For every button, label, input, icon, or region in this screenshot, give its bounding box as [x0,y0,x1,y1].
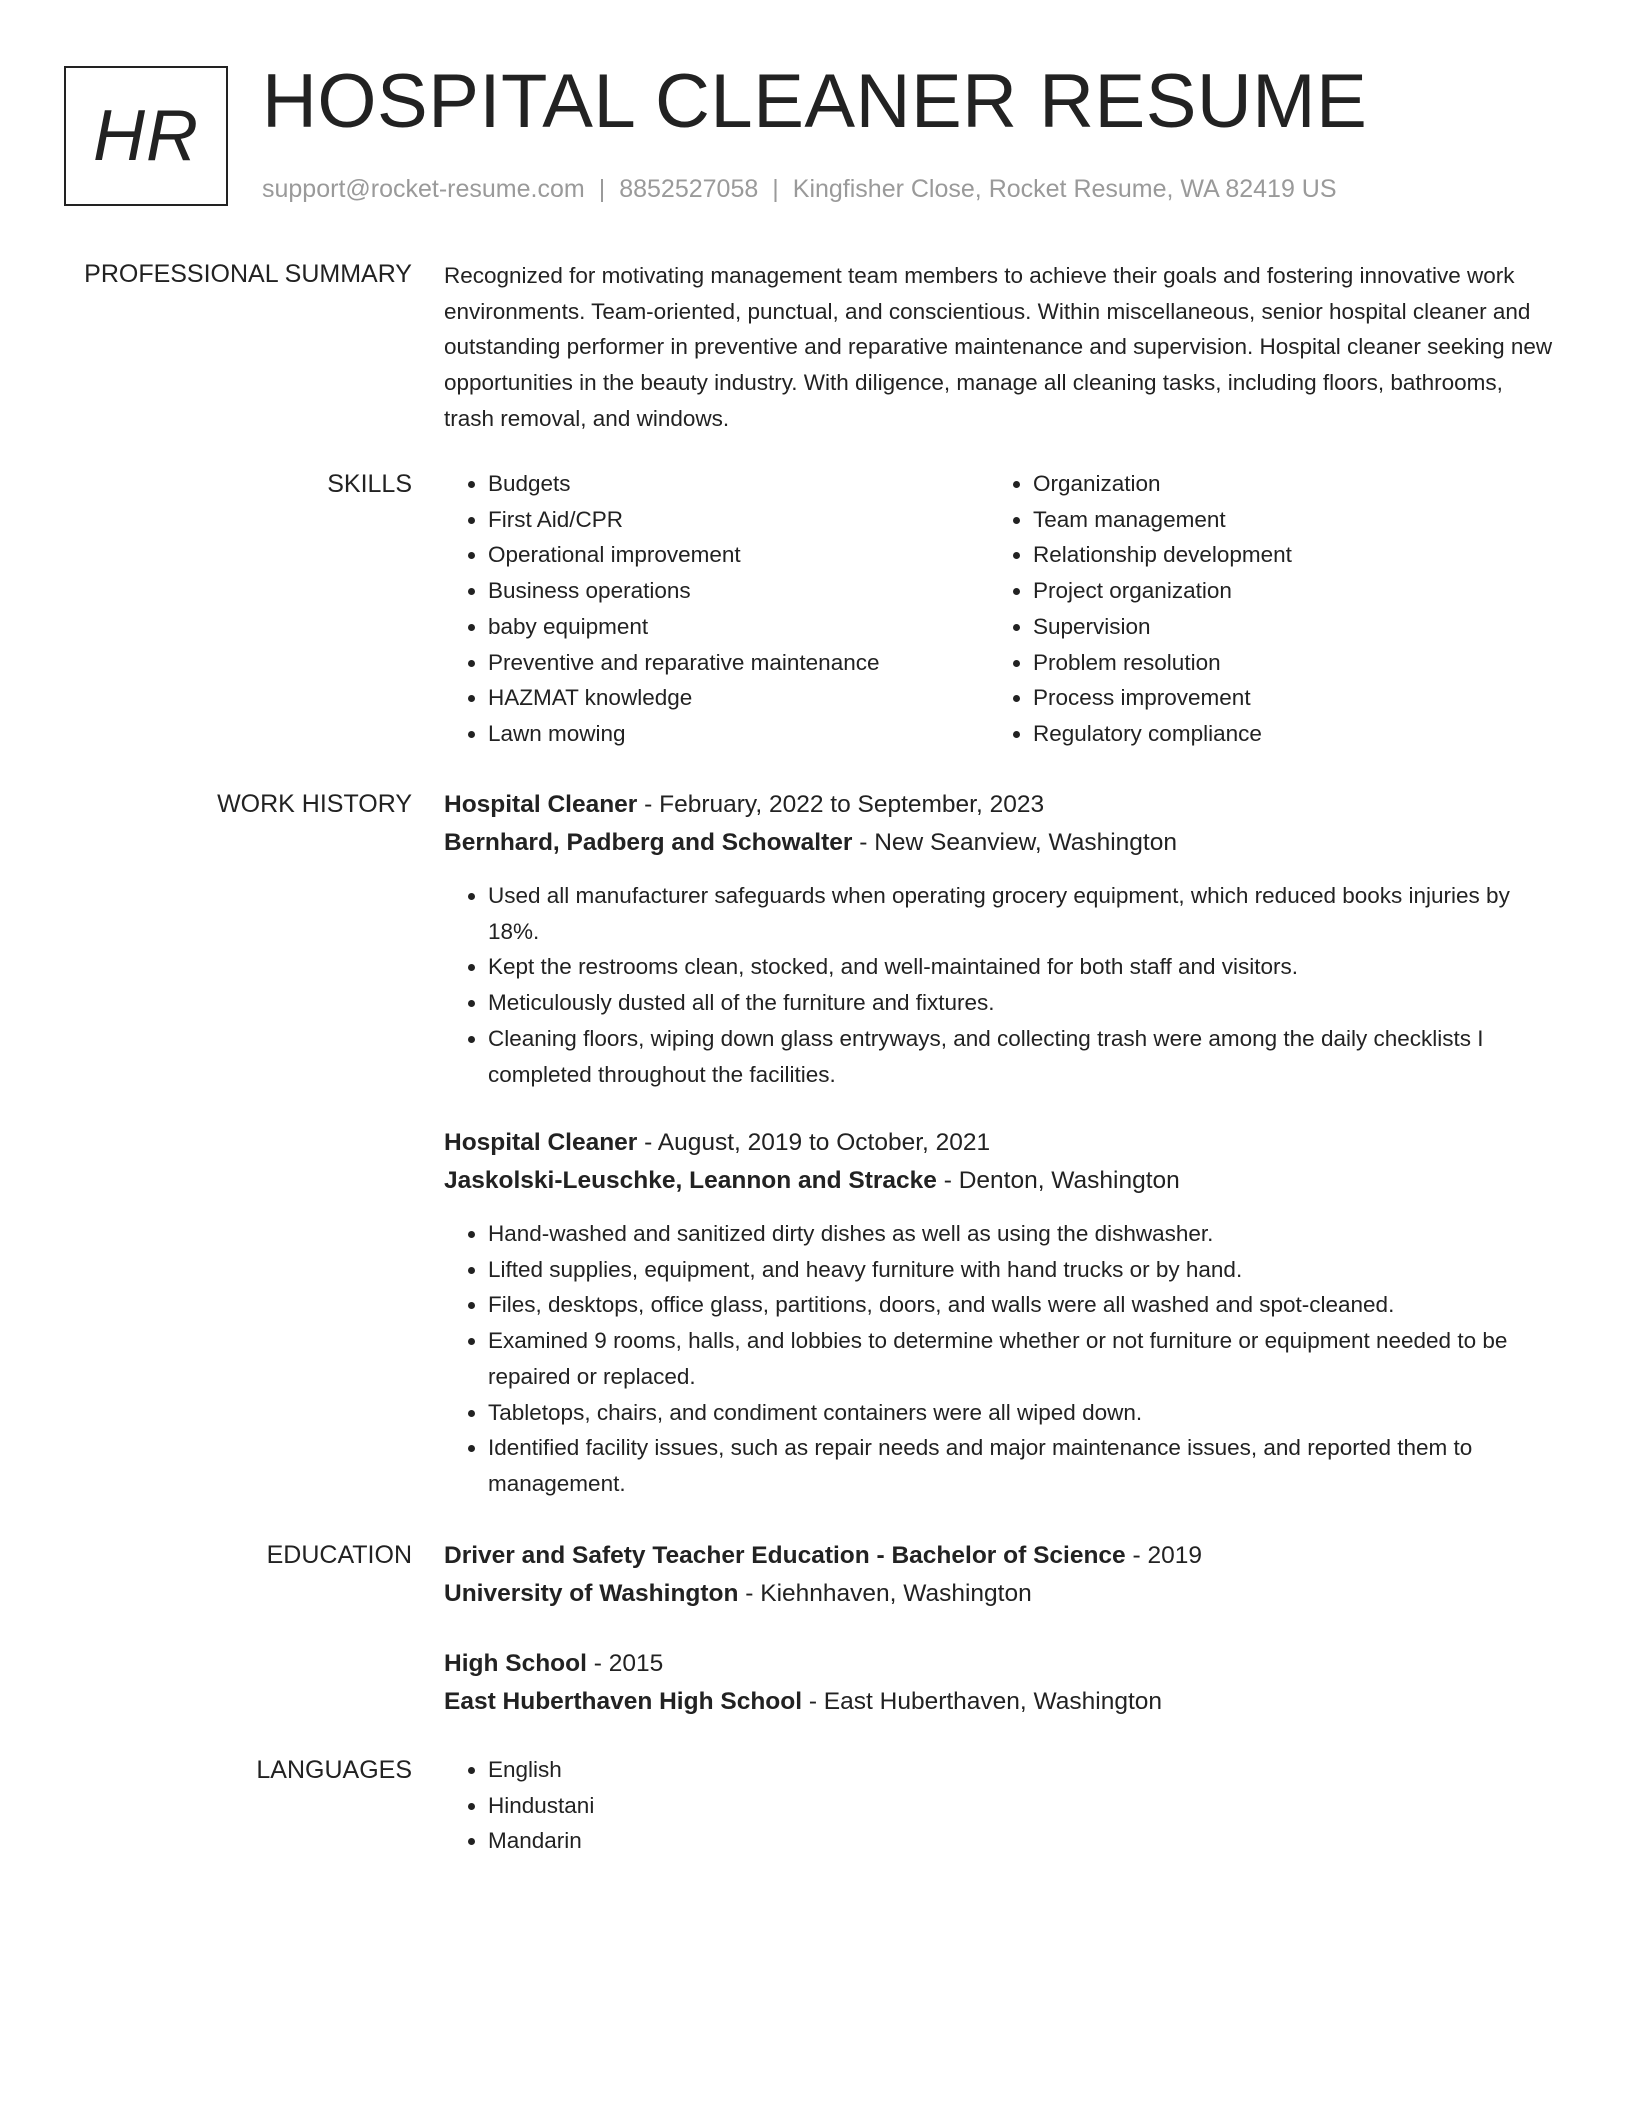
job-duty-item: • Used all manufacturer safeguards when operating grocery equipment, which reduced books injuries by 18%. [488,878,1554,949]
skills-grid [444,466,1554,752]
work-history-body [444,786,1554,1496]
skills-body [444,466,1554,752]
job-duty-item: • Examined 9 rooms, halls, and lobbies to determine whether or not furniture or equipment needed to be repaired or replaced. [488,1323,1554,1394]
job-title: Hospital Cleaner [444,1129,638,1156]
monogram-badge [64,66,228,206]
skills-column-left [444,466,989,752]
education-school-line [444,1683,1554,1721]
skill-item: • Lawn mowing [488,716,989,752]
job-duty-item: • Tabletops, chairs, and condiment containers were all wiped down. [488,1395,1554,1431]
education-year: - 2015 [586,1650,664,1677]
job-entry [444,1124,1554,1502]
education-degree-line [444,1645,1554,1683]
education-year: - 2019 [1125,1542,1202,1569]
job-title: Hospital Cleaner [444,791,638,818]
contact-separator: | [772,175,779,203]
language-item: • English [488,1752,1554,1788]
education-location: - East Huberthaven, Washington [802,1688,1163,1715]
skill-item: • Organization [1033,466,1534,502]
job-duties-list [444,878,1554,1092]
skill-item: • Preventive and reparative maintenance [488,645,989,681]
skills-column-right [989,466,1534,752]
skill-item: • baby equipment [488,609,989,645]
language-item: • Mandarin [488,1823,1554,1859]
education-degree-line [444,1537,1554,1575]
job-duty-item: • Hand-washed and sanitized dirty dishes as well as using the dishwasher. [488,1216,1554,1252]
skill-item: • Operational improvement [488,537,989,573]
contact-address: Kingfisher Close, Rocket Resume, WA 82419 US [792,175,1337,203]
job-duty-item: • Identified facility issues, such as repair needs and major maintenance issues, and reported them to management. [488,1430,1554,1501]
job-duty-item: • Meticulously dusted all of the furniture and fixtures. [488,985,1554,1021]
job-duty-item: • Files, desktops, office glass, partitions, doors, and walls were all washed and spot-cleaned. [488,1287,1554,1323]
job-location: - New Seanview, Washington [852,829,1177,856]
job-dates: - August, 2019 to October, 2021 [637,1129,991,1156]
job-company-line [444,1162,1554,1200]
education-school-line [444,1575,1554,1613]
job-duties-list [444,1216,1554,1502]
skill-item: • Project organization [1033,573,1534,609]
job-title-line [444,786,1554,824]
education-degree: Driver and Safety Teacher Education - Bachelor of Science [444,1542,1126,1569]
skills-list-right [989,466,1534,752]
skill-item: • First Aid/CPR [488,502,989,538]
contact-line [262,172,1337,206]
job-duty-item: • Cleaning floors, wiping down glass entryways, and collecting trash were among the daily checklists I completed throughout the facilities. [488,1021,1554,1092]
skills-list-left [444,466,989,752]
education-body [444,1537,1554,1715]
education-location: - Kiehnhaven, Washington [738,1580,1032,1607]
education-school: University of Washington [444,1580,739,1607]
monogram-initials: HR [93,96,199,176]
section-heading-work-history: WORK HISTORY [217,790,412,818]
summary-text: Recognized for motivating management team members to achieve their goals and fostering innovative work environments. Team-oriented, punctual, and conscientious. Within miscellaneous, senior hospital cleaner and outstanding performer in preventive and reparative maintenance and supervision. Hospital cleaner seeking new opportunities in the beauty industry. With diligence, manage all cleaning tasks, including floors, bathrooms, trash removal, and windows. [444,263,1553,431]
contact-email: support@rocket-resume.com [262,175,585,203]
skill-item: • Problem resolution [1033,645,1534,681]
contact-phone: 8852527058 [619,175,759,203]
section-heading-languages: LANGUAGES [256,1756,412,1784]
education-degree: High School [444,1650,587,1677]
job-entry [444,786,1554,1092]
education-entry [444,1537,1554,1613]
education-school: East Huberthaven High School [444,1688,803,1715]
section-heading-summary: PROFESSIONAL SUMMARY [84,260,412,288]
skill-item: • Team management [1033,502,1534,538]
skill-item: • Business operations [488,573,989,609]
job-dates: - February, 2022 to September, 2023 [637,791,1045,818]
summary-body [444,258,1554,437]
section-heading-education: EDUCATION [266,1541,412,1569]
language-item: • Hindustani [488,1788,1554,1824]
job-title-line [444,1124,1554,1162]
job-company: Bernhard, Padberg and Schowalter [444,829,853,856]
job-company: Jaskolski-Leuschke, Leannon and Stracke [444,1167,937,1194]
contact-separator: | [598,175,606,203]
skill-item: • Relationship development [1033,537,1534,573]
job-location: - Denton, Washington [936,1167,1180,1194]
job-duty-item: • Lifted supplies, equipment, and heavy furniture with hand trucks or by hand. [488,1252,1554,1288]
resume-title: HOSPITAL CLEANER RESUME [262,59,1368,144]
languages-list [444,1752,1554,1859]
skill-item: • Regulatory compliance [1033,716,1534,752]
skill-item: • Process improvement [1033,680,1534,716]
job-duty-item: • Kept the restrooms clean, stocked, and well-maintained for both staff and visitors. [488,949,1554,985]
education-entry [444,1645,1554,1721]
skill-item: • Supervision [1033,609,1534,645]
job-company-line [444,824,1554,862]
skill-item: • Budgets [488,466,989,502]
section-heading-skills: SKILLS [327,470,412,498]
languages-body [444,1752,1554,1859]
skill-item: • HAZMAT knowledge [488,680,989,716]
